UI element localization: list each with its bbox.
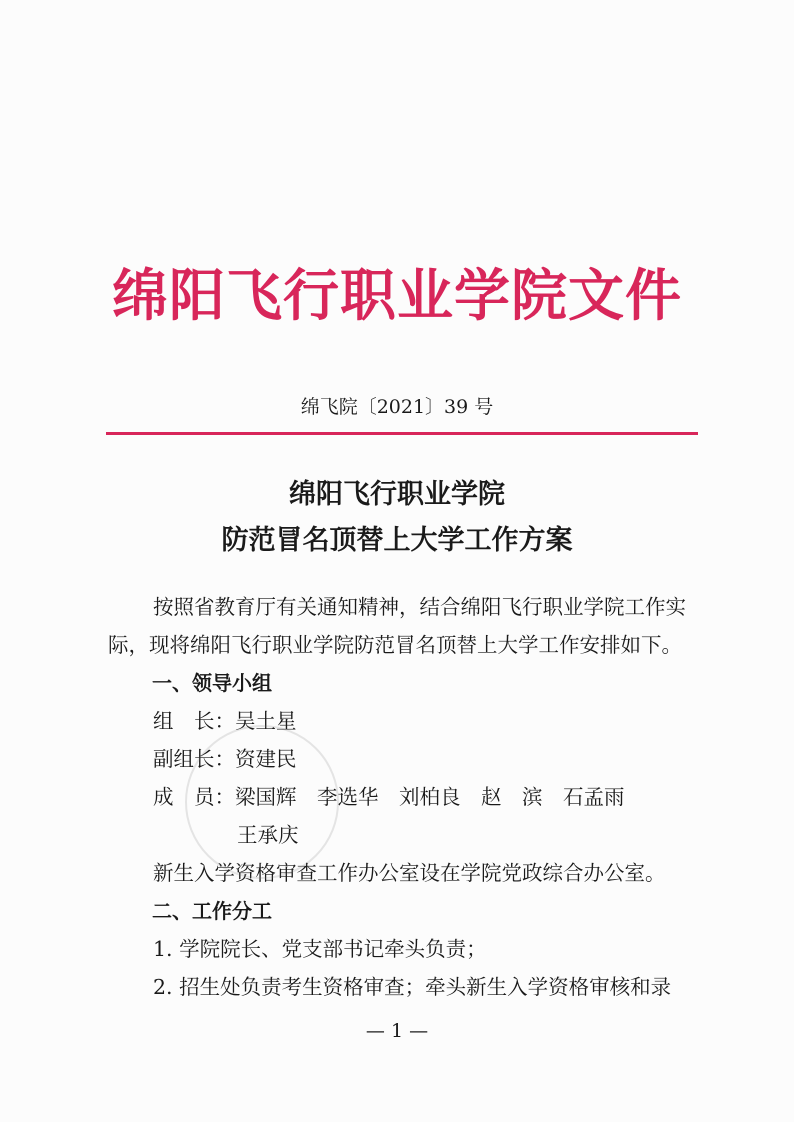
section-2-heading: 二、工作分工 [152, 899, 272, 923]
list-item-2: 2. 招生处负责考生资格审查；牵头新生入学资格审核和录 [153, 975, 672, 999]
section-1-heading: 一、领导小组 [152, 671, 272, 695]
document-number: 绵飞院〔2021〕39 号 [300, 396, 494, 418]
page-number: — 1 — [365, 1020, 429, 1042]
members-line: 成 员：梁国辉 李选华 刘柏良 赵 滨 石孟雨 [153, 785, 625, 809]
office-line: 新生入学资格审查工作办公室设在学院党政综合办公室。 [153, 861, 666, 885]
members-line-2: 王承庆 [237, 823, 299, 847]
intro-line-1: 按照省教育厅有关通知精神，结合绵阳飞行职业学院工作实 [153, 595, 686, 619]
red-divider [106, 432, 698, 435]
deputy-leader-line: 副组长：资建民 [153, 747, 297, 771]
title-line-1: 绵阳飞行职业学院 [289, 479, 505, 510]
leader-line: 组 长：吴土星 [153, 709, 297, 733]
org-document-title: 绵阳飞行职业学院文件 [112, 264, 682, 329]
title-line-2: 防范冒名顶替上大学工作方案 [221, 525, 573, 556]
intro-line-2: 际，现将绵阳飞行职业学院防范冒名顶替上大学工作安排如下。 [108, 633, 682, 657]
list-item-1: 1. 学院院长、党支部书记牵头负责； [153, 937, 487, 961]
